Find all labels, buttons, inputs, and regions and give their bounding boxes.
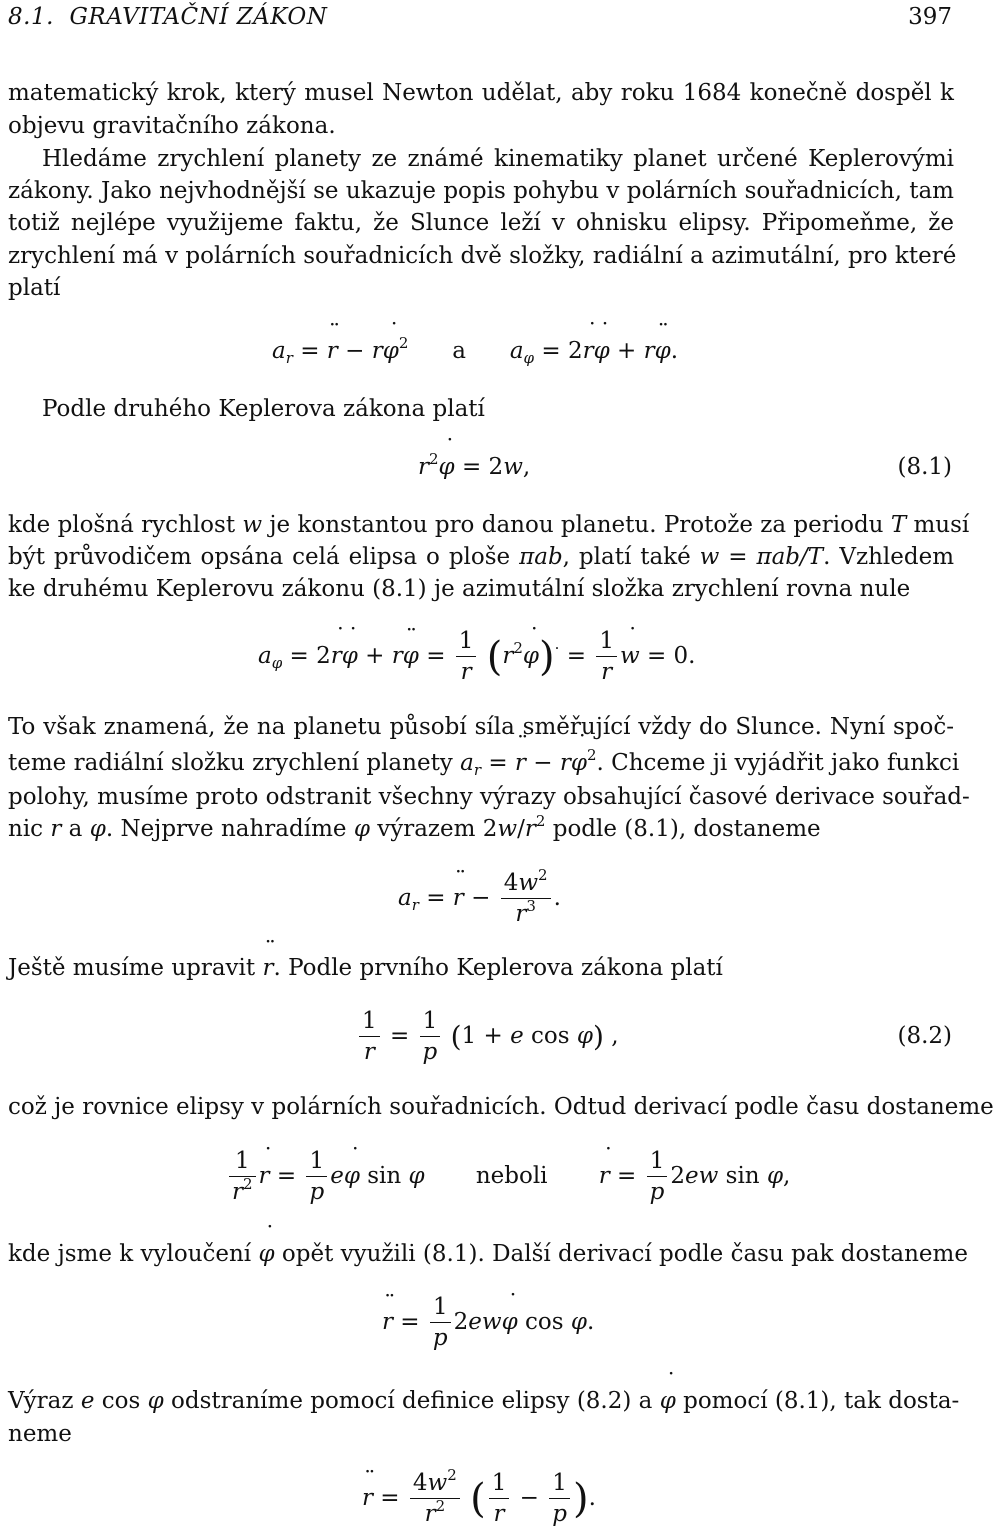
equation-azimuthal-zero: $a_\varphi = 2r$ ˙φ ˙ + rφ ¨ = $\frac{1}{r}$ ($r^2\varphi$ ˙)· = $\frac{1}{r}$ w ˙ = 0. (258, 630, 695, 684)
text-line: zákony. Jako nejvhodnější se ukazuje popis pohybu v polárních souřadnicích, tam (8, 178, 954, 204)
text-line: polohy, musíme proto odstranit všechny výrazy obsahující časové derivace souřad- (8, 784, 970, 810)
equation-first-derivative: $\frac{1}{r^2}$ r ˙ = $\frac{1}{p}$ eφ ˙ sin φ neboli r ˙ = $\frac{1}{p}$ 2ew sin φ, (226, 1150, 790, 1204)
text-line: matematický krok, který musel Newton udělat, aby roku 1684 konečně dospěl k (8, 80, 954, 106)
text-line: platí (8, 275, 61, 301)
running-header (8, 6, 327, 29)
equation-second-derivative: r ¨ = $\frac{1}{p}$ 2ewφ ˙ cos φ. (382, 1296, 594, 1350)
text-line: kde plošná rychlost w je konstantou pro danou planetu. Protože za periodu T musí (8, 512, 970, 538)
text-line: nic r a φ. Nejprve nahradíme φ ˙ výrazem $2w/r^2$ podle (8.1), dostaneme (8, 818, 821, 841)
text-line: totiž nejlépe využijeme faktu, že Slunce leží v ohnisku elipsy. Připomeňme, že (8, 210, 954, 236)
text-line: což je rovnice elipsy v polárních souřadnicích. Odtud derivací podle času dostaneme (8, 1094, 994, 1120)
text-line: objevu gravitačního zákona. (8, 113, 336, 139)
equation-radial-acceleration: $a_r = r$ ¨ − $\frac{4w^2}{r^3}$ . (398, 872, 561, 926)
equation-acceleration-components: $a_r = r$ ¨ − rφ ˙$^2$ a $a_\varphi = 2r$ ˙φ ˙ + rφ ¨. (272, 340, 678, 363)
text-line: ke druhému Keplerovu zákonu (8.1) je azimutální složka zrychlení rovna nule (8, 576, 911, 602)
equation-number: (8.2) (897, 1023, 952, 1049)
text-line: To však znamená, že na planetu působí síla směřující vždy do Slunce. Nyní spoč- (8, 714, 954, 740)
text-line: Podle druhého Keplerova zákona platí (42, 396, 485, 422)
text-line: být průvodičem opsána celá elipsa o ploše πab, platí také w = πab/T. Vzhledem (8, 544, 955, 570)
text-line: kde jsme k vyloučení φ ˙ opět využili (8.1). Další derivací podle času pak dostaneme (8, 1243, 968, 1266)
text-line: Výraz e cos φ odstraníme pomocí definice elipsy (8.2) a φ ˙ pomocí (8.1), tak dosta- (8, 1390, 954, 1413)
equation-8-1: $r^2\varphi$ ˙ = 2w, (418, 456, 530, 479)
text-line: neme (8, 1421, 72, 1447)
text-line: Ještě musíme upravit r ¨. Podle prvního Keplerova zákona platí (8, 957, 723, 980)
text-line: teme radiální složku zrychlení planety $a_r = r$ ¨ − rφ ˙$^2$. Chceme ji vyjádřit jako funkci (8, 752, 954, 775)
equation-final: r ¨ = $\frac{4w^2}{r^2}$ ( $\frac{1}{r}$ − $\frac{1}{p}$ ). (362, 1472, 596, 1526)
section-title: GRAVITAČNÍ ZÁKON (69, 4, 328, 30)
section-number: 8.1. (8, 4, 54, 30)
equation-number: (8.1) (897, 454, 952, 480)
text-line: Hledáme zrychlení planety ze známé kinematiky planet určené Keplerovými (42, 146, 954, 172)
page-number: 397 (908, 4, 952, 30)
equation-conjunction: neboli (475, 1163, 548, 1189)
equation-8-2: $\frac{1}{r}$ = $\frac{1}{p}$ (1 + e cos φ) , (356, 1010, 619, 1064)
equation-conjunction: a (452, 338, 466, 364)
text-line: zrychlení má v polárních souřadnicích dvě složky, radiální a azimutální, pro které (8, 243, 957, 269)
